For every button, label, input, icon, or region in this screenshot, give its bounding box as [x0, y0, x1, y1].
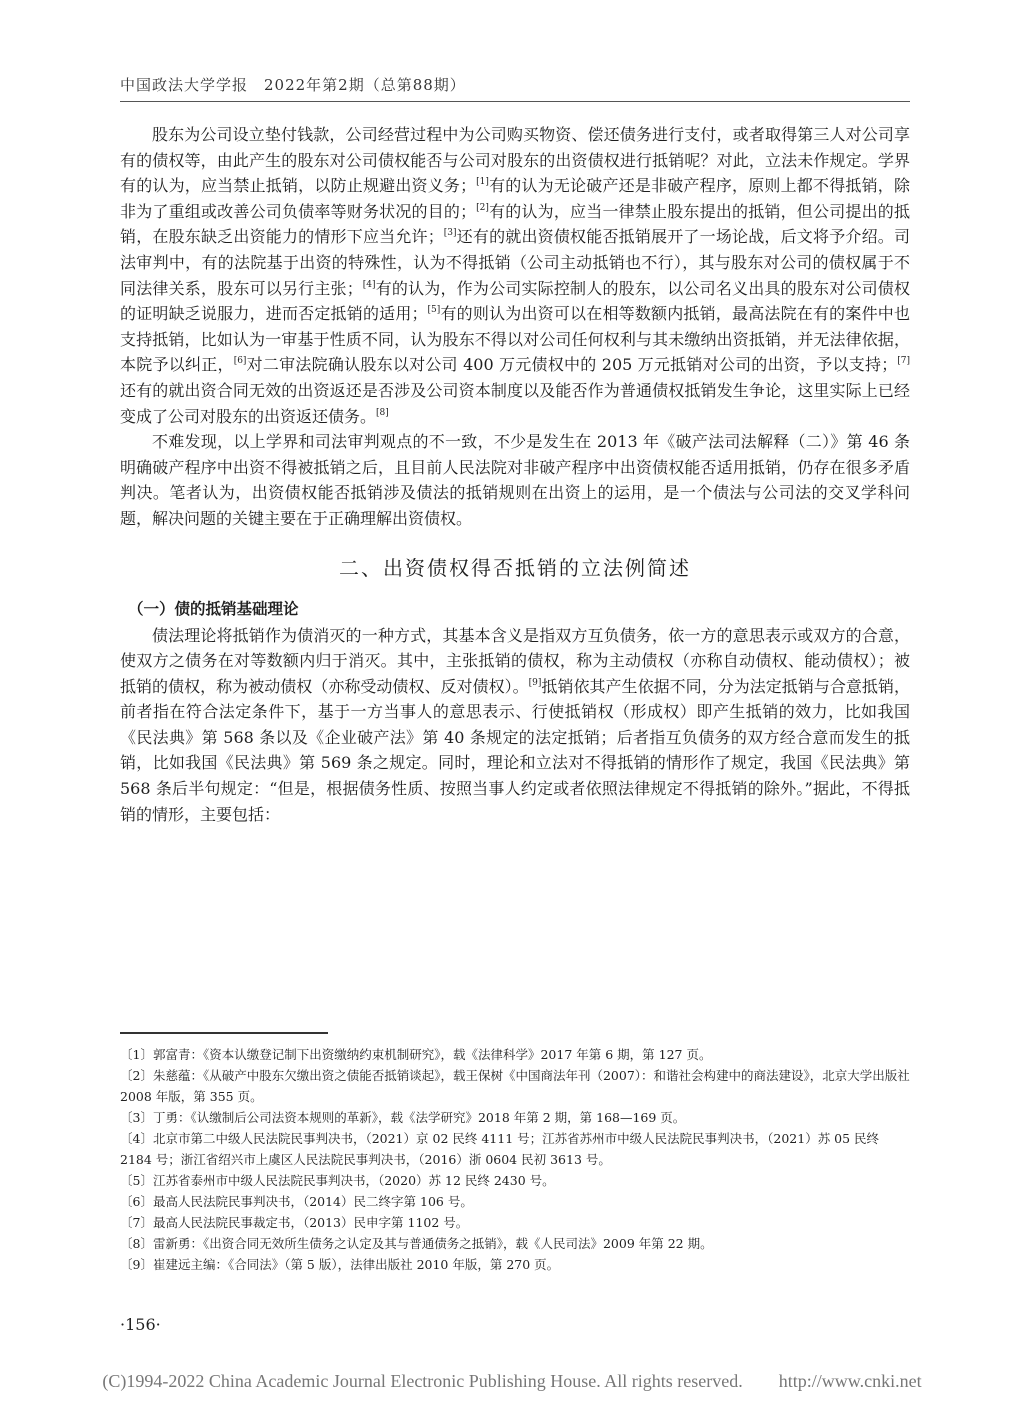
paragraph-text: 还有的就出资债权能否抵销展开了一场论战，后文将予介绍。司法审判中，有的法院基于出资的特殊性，认为不得抵销（公司主动抵销也不行），其与股东对公司的债权属于不同法律关系，股东可以另行主张； [120, 227, 910, 298]
footnote-item: 〔5〕江苏省泰州市中级人民法院民事判决书，（2020）苏 12 民终 2430 号。 [120, 1173, 555, 1188]
subsection-title: （一）债的抵销基础理论 [128, 599, 299, 618]
footnote-rule [120, 1032, 328, 1034]
footnote-item: 〔6〕最高人民法院民事判决书，（2014）民二终字第 106 号。 [120, 1194, 473, 1209]
paragraph-text: 对二审法院确认股东以对公司 400 万元债权中的 205 万元抵销对公司的出资，予以支持； [246, 355, 898, 375]
footnote-ref[interactable]: [7] [897, 356, 910, 367]
paragraph-text: 有的认为，应当一律禁止股东提出的抵销，但公司提出的抵销，在股东缺乏出资能力的情形下应当允许； [120, 201, 910, 247]
footnote-ref[interactable]: [8] [376, 407, 389, 418]
paragraph [120, 623, 910, 828]
paragraph-text: 抵销依其产生依据不同，分为法定抵销与合意抵销，前者指在符合法定条件下，基于一方当事人的意思表示、行使抵销权（形成权）即产生抵销的效力，比如我国《民法典》第 568 条以及《企业破产法》第 40 条规定的法定抵销；后者指互负债务的双方经合意而发生的抵销，比如我国《民法典》第 569 条之规定。同时，理论和立法对不得抵销的情形作了规定，我国《民法典》第 568 条后半句规定：“但是，根据债务性质、按照当事人约定或者依照法律规定不得抵销的除外。”据此，不得抵销的情形，主要包括： [120, 676, 910, 824]
footnote-ref[interactable]: [9] [528, 677, 542, 688]
page-number: ·156· [120, 1315, 161, 1334]
copyright-notice: (C)1994-2022 China Academic Journal Electronic Publishing House. All rights reserved. http://www.cnki.net [102, 1371, 922, 1391]
article-body [120, 122, 910, 827]
footnote-ref[interactable]: [4] [362, 279, 376, 290]
paragraph [120, 122, 910, 429]
footnote-item: 〔2〕朱慈蕴：《从破产中股东欠缴出资之债能否抵销谈起》，载王保树《中国商法年刊（2007）：和谐社会构建中的商法建设》，北京大学出版社 2008 年版，第 355 页。 [120, 1068, 910, 1104]
paragraph-text: 还有的就出资合同无效的出资返还是否涉及公司资本制度以及能否作为普通债权抵销发生争论，这里实际上已经变成了公司对股东的出资返还债务。 [120, 380, 910, 426]
section-paragraphs [120, 623, 910, 828]
paragraph-text: 有的认为无论破产还是非破产程序，原则上都不得抵销，除非为了重组或改善公司负债率等财务状况的目的； [120, 176, 910, 221]
running-header: 中国政法大学学报 2022年第2期（总第88期） [120, 76, 466, 94]
footnote-item: 〔1〕郭富青：《资本认缴登记制下出资缴纳约束机制研究》，载《法律科学》2017 年第 6 期，第 127 页。 [120, 1047, 712, 1062]
footnote-item: 〔4〕北京市第二中级人民法院民事判决书，（2021）京 02 民终 4111 号；江苏省苏州市中级人民法院民事判决书，（2021）苏 05 民终 2184 号；浙江省绍兴市上虞区人民法院民事判决书，（2016）浙 0604 民初 3613 号。 [120, 1131, 880, 1167]
footnote-ref[interactable]: [2] [476, 202, 489, 213]
footnote-item: 〔9〕崔建远主编：《合同法》（第 5 版），法律出版社 2010 年版，第 270 页。 [120, 1257, 560, 1272]
footnote-ref[interactable]: [6] [233, 356, 247, 367]
footnote-item: 〔7〕最高人民法院民事裁定书，（2013）民申字第 1102 号。 [120, 1215, 469, 1230]
section-title: 二、出资债权得否抵销的立法例简述 [339, 555, 691, 580]
footnotes [120, 1044, 910, 1275]
paragraph-text: 有的则认为出资可以在相等数额内抵销，最高法院在有的案件中也支持抵销，比如认为一审基于性质不同，认为股东不得以对公司任何权利与其未缴纳出资抵销，并无法律依据，本院予以纠正， [120, 304, 910, 375]
paragraph-text: 股东为公司设立垫付钱款，公司经营过程中为公司购买物资、偿还债务进行支付，或者取得第三人对公司享有的债权等，由此产生的股东对公司债权能否与公司对股东的出资债权进行抵销呢？对此，立法未作规定。学界有的认为，应当禁止抵销，以防止规避出资义务； [120, 125, 910, 196]
footnote-ref[interactable]: [3] [443, 228, 457, 239]
footnote-ref[interactable]: [1] [476, 177, 489, 188]
intro-paragraphs [120, 122, 910, 532]
paragraph-text: 不难发现，以上学界和司法审判观点的不一致，不少是发生在 2013 年《破产法司法解释（二）》第 46 条明确破产程序中出资不得被抵销之后，且目前人民法院对非破产程序中出资债权能否适用抵销，仍存在很多矛盾判决。笔者认为，出资债权能否抵销涉及债法的抵销规则在出资上的运用，是一个债法与公司法的交叉学科问题，解决问题的关键主要在于正确理解出资债权。 [120, 432, 910, 528]
paragraph-text: 债法理论将抵销作为债消灭的一种方式，其基本含义是指双方互负债务，依一方的意思表示或双方的合意，使双方之债务在对等数额内归于消灭。其中，主张抵销的债权，称为主动债权（亦称自动债权、能动债权）；被抵销的债权，称为被动债权（亦称受动债权、反对债权）。 [120, 625, 910, 696]
paragraph [120, 429, 910, 531]
footnote-item: 〔3〕丁勇：《认缴制后公司法资本规则的革新》，载《法学研究》2018 年第 2 期，第 168—169 页。 [120, 1110, 686, 1125]
paragraph-text: 有的认为，作为公司实际控制人的股东，以公司名义出具的股东对公司债权的证明缺乏说服力，进而否定抵销的适用； [120, 278, 910, 324]
footnote-ref[interactable]: [5] [427, 305, 441, 316]
header-rule [120, 101, 910, 102]
footnote-item: 〔8〕雷新勇：《出资合同无效所生债务之认定及其与普通债务之抵销》，载《人民司法》2009 年第 22 期。 [120, 1236, 713, 1251]
